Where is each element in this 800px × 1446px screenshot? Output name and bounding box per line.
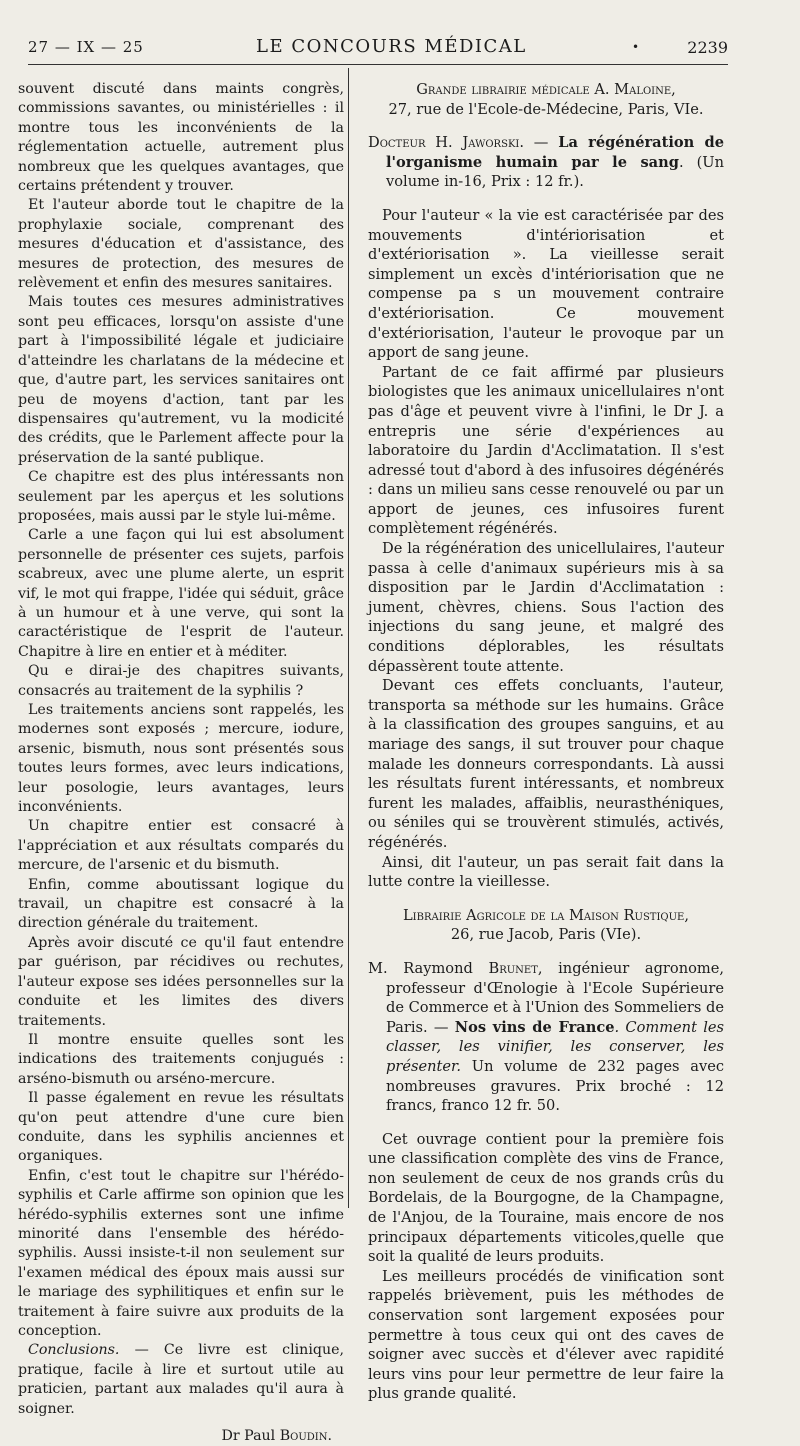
spacer [368,892,724,906]
paragraph: Un chapitre entier est consacré à l'appréciation et aux résultats comparés du mercure, de l'arsenic et du bismuth. [18,818,344,874]
spacer [368,1116,724,1130]
book-title: Nos vins de France [454,1018,615,1036]
left-column [18,80,344,1446]
paragraph: Cet ouvrage contient pour la première fois une classification complète des vins de France, non seulement de ceux de nos grands crûs du Bordelais, de la Bourgogne, de la Champagne, de l'Anjou, de la Touraine, mais encore de nos principaux départements viticoles,quelle que soit la qualité de leurs produits. [368,1130,724,1266]
signature-prefix: Dr Paul [221,1428,280,1445]
publisher-heading: Librairie Agricole de la Maison Rustique, [402,906,689,924]
paragraph: Carle a une façon qui lui est absolument personnelle de présenter ces sujets, parfois scabreux, avec une plume alerte, un esprit vif, le mot qui frappe, l'idée qui séduit, grâce à un humour et à une verve, qui sont la caractéristique de l'esprit de l'auteur. Chapitre à lire en entier et à méditer. [18,527,344,660]
book-details: Un volume de 232 pages avec nombreuses gravures. Prix broché : 12 francs, franco 12 fr. 50. [386,1057,724,1115]
signature-name: Boudin. [279,1428,332,1445]
paragraph: Enfin, c'est tout le chapitre sur l'hérédo-syphilis et Carle affirme son opinion que les hérédo-syphilis externes sont une infime minorité dans l'ensemble des hérédo-syphilis. Aussi insiste-t-il non seulement sur l'examen médical des époux mais aussi sur le mariage des syphilitiques et enfin sur le traitement à faire suivre aux produits de la conception. [18,1167,344,1339]
page-header [28,34,728,65]
paragraph: Pour l'auteur « la vie est caractérisée par des mouvements d'intériorisation et d'extériorisation ». La vieillesse serait simplement un excès d'intériorisation que ne compense pa s un mouvement contraire d'extériorisation. Ce mouvement d'extériorisation, l'auteur le provoque par un apport de sang jeune. [368,206,724,362]
paragraph: De la régénération des unicellulaires, l'auteur passa à celle d'animaux supérieurs mis à sa disposition par le Jardin d'Acclimatation : jument, chèvres, chiens. Sous l'action des injections du sang jeune, et malgré des conditions déplorables, les résultats dépassèrent toute attente. [368,540,724,675]
paragraph: Enfin, comme aboutissant logique du travail, un chapitre est consacré à la direction générale du traitement. [18,876,344,932]
book-author-prefix: M. Raymond [368,959,489,977]
publisher-address: 27, rue de l'Ecole-de-Médecine, Paris, VIe. [388,100,704,118]
publisher-heading: Grande librairie médicale A. Maloine, [416,81,676,98]
paragraph: Les meilleurs procédés de vinification sont rappelés brièvement, puis les méthodes de conservation sont largement exposées pour permettre à tous ceux qui ont des caves de soigner avec succès et d'élever avec rapidité leurs vins pour leur permettre de leur faire la plus grande qualité. [368,1267,724,1403]
paragraph: souvent discuté dans maints congrès, commissions savantes, ou ministérielles : il montre tous les inconvénients de la réglementation actuelle, autrement plus nombreux que les quelques avantages, que certains prétendent y trouver. [18,81,344,195]
journal-title: LE CONCOURS MÉDICAL [256,36,527,57]
paragraph: Il montre ensuite quelles sont les indications des traitements conjugués : arséno-bismuth ou arséno-mercure. [18,1031,344,1087]
paragraph: Ainsi, dit l'auteur, un pas serait fait dans la lutte contre la vieillesse. [368,853,724,891]
book-entry [368,133,724,192]
paragraph: Partant de ce fait affirmé par plusieurs biologistes que les animaux unicellulaires n'ont pas d'âge et peuvent vivre à l'infini, le Dr J. a entrepris une série d'expériences au laboratoire du Jardin d'Acclimatation. Il s'est adressé tout d'abord à des infusoires dégénérés : dans un milieu sans cesse renouvelé ou par un apport de jeunes, ces infusoires furent complètement régénérés. [368,363,724,538]
paragraph: Ce chapitre est des plus intéressants non seulement par les aperçus et les solutions proposées, mais aussi par le style lui-même. [18,469,344,524]
book-dash: — [524,134,559,152]
publisher-address: 26, rue Jacob, Paris (VIe). [450,926,642,944]
conclusion-paragraph [18,1341,344,1419]
page-number: 2239 [687,38,728,57]
conclusion-label: Conclusions. [28,1342,120,1359]
paragraph: Après avoir discuté ce qu'il faut entendre par guérison, par récidives ou rechutes, l'auteur expose ses idées personnelles sur la conduite et les limites des divers traitements. [18,934,344,1029]
paragraph: Mais toutes ces mesures administratives sont peu efficaces, lorsqu'on assiste d'une part à l'impossibilité légale et judiciaire d'atteindre les charlatans de la médecine et que, d'autre part, les services sanitaires ont peu de moyens d'action, tant par les dispensaires qu'autrement, vu la modicité des crédits, que le Parlement affecte pour la préservation de la santé publique. [18,294,344,466]
paragraph: Devant ces effets concluants, l'auteur, transporta sa méthode sur les humains. Grâce à la classification des groupes sanguins, et au mariage des sangs, il sut trouver pour chaque malade les donneurs correspondants. Là aussi les résultats furent intéressants, et nombreux furent les malades, affaiblis, neurasthéniques, ou séniles qui se trouvèrent stimulés, activés, régénérés. [368,677,724,851]
spacer [368,192,724,206]
book-subtitle: . Comment les classer, les vinifier, les conserver, les présenter. [386,1018,724,1075]
book-author-description: , ingénieur agronome, professeur d'Œnologie à l'Ecole Supérieure de Commerce et à l'Union des Sommeliers de Paris. — [386,959,724,1036]
book-entry [368,959,724,1116]
paragraph: Et l'auteur aborde tout le chapitre de la prophylaxie sociale, comprenant des mesures d'éducation et d'assistance, des mesures de protection, des mesures de relèvement et enfin des mesures sanitaires. [18,197,344,292]
conclusion-text: — Ce livre est clinique, pratique, facile à lire et surtout utile au praticien, partant aux malades qu'il aura à soigner. [18,1342,344,1417]
paragraph: Les traitements anciens sont rappelés, les modernes sont exposés ; mercure, iodure, arsenic, bismuth, nous sont présentés sous toutes leurs formes, avec leurs indications, leur posologie, leurs avantages, leurs inconvénients. [18,702,344,816]
spacer [368,119,724,133]
book-title: La régénération de l'organisme humain par le sang [386,134,724,171]
header-dot: • [632,40,640,54]
issue-date: 27 — IX — 25 [28,38,144,56]
paragraph: Qu e dirai-je des chapitres suivants, consacrés au traitement de la syphilis ? [18,663,344,699]
book-details: . (Un volume in-16, Prix : 12 fr.). [386,153,724,191]
right-column [368,80,724,1404]
book-author: Docteur H. Jaworski. [368,134,525,152]
paragraph: Il passe également en revue les résultats qu'on peut attendre d'une cure bien conduite, dans les syphilis anciennes et organiques. [18,1090,344,1165]
column-divider [348,68,349,1208]
spacer [368,945,724,959]
book-author: Brunet [488,959,538,977]
signature [18,1427,344,1446]
